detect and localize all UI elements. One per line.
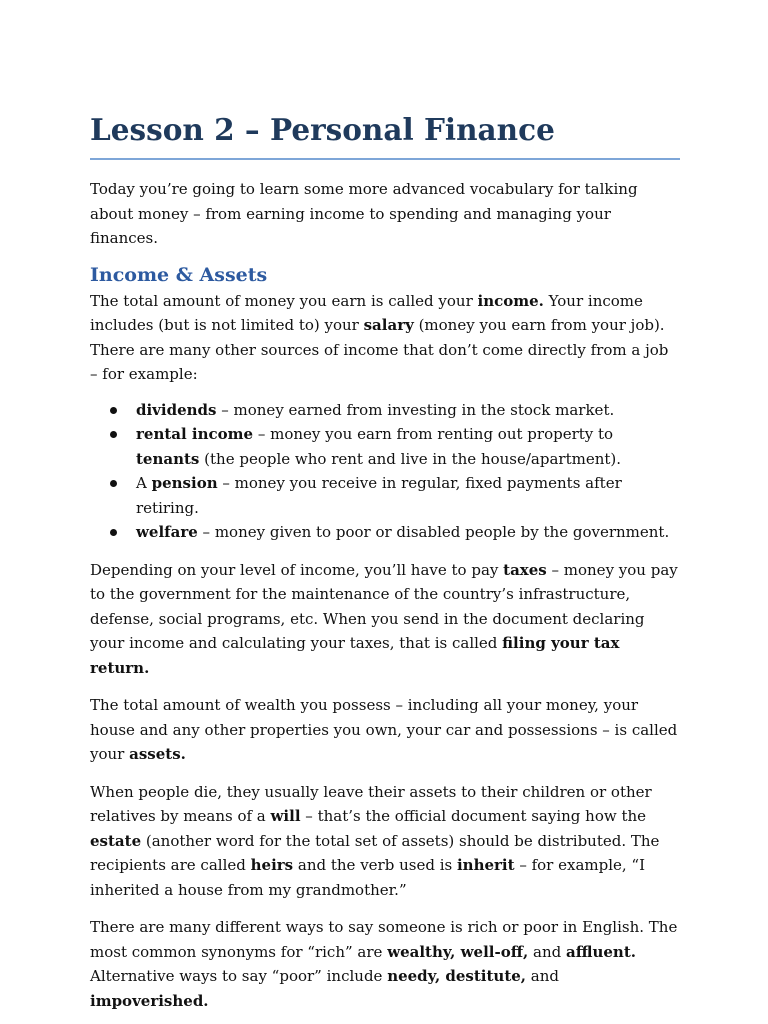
list-item — [136, 422, 680, 471]
text-run: and — [528, 942, 566, 961]
term-taxes: taxes — [503, 560, 547, 579]
term-inherit: inherit — [456, 856, 515, 874]
text-run: – for example, “I inherited a house from my grandmother.” — [90, 856, 646, 899]
page-title: Lesson 2 – Personal Finance — [90, 112, 555, 147]
title-underline — [90, 158, 680, 160]
text-run: A — [136, 474, 152, 492]
term-salary: salary — [363, 316, 414, 334]
text-run: – that’s the official document saying how the — [300, 807, 647, 825]
text-run: Depending on your level of income, you’ll have to pay — [90, 560, 504, 579]
term-welfare: welfare — [136, 523, 198, 541]
text-run: When people die, they usually leave their assets to their children or other relatives by means of a — [90, 782, 652, 825]
text-run: – money earned from investing in the stock market. — [216, 400, 615, 419]
intro-paragraph: Today you’re going to learn some more advanced vocabulary for talking about money – from earning income to spending and managing your finances. — [90, 180, 638, 247]
bullet-icon — [110, 407, 117, 414]
text-run: – money you receive in regular, fixed payments after retiring. — [136, 474, 622, 517]
term-filing-tax-return: filing your tax return. — [90, 634, 620, 677]
term-tenants: tenants — [136, 449, 200, 468]
bullet-icon — [110, 431, 117, 438]
term-estate: estate — [90, 831, 142, 850]
text-run: – money you pay to the government for the maintenance of the country’s infrastructure, defense, social programs, etc. When you send in the document declaring your income and calculating your taxes, that is called — [90, 560, 678, 652]
term-dividends: dividends — [136, 400, 217, 419]
assets-paragraph — [90, 693, 680, 767]
text-run: – money given to poor or disabled people by the government. — [197, 523, 670, 541]
income-paragraph — [90, 289, 680, 387]
text-run: There are many different ways to say someone is rich or poor in English. The most common synonyms for “rich” are — [90, 918, 678, 961]
list-item — [136, 520, 680, 545]
term-needy: needy, destitute, — [387, 967, 527, 985]
text-run: Alternative ways to say “poor” include — [90, 967, 388, 985]
text-run: and — [526, 967, 560, 985]
text-run: Your income includes (but is not limited to) your — [90, 291, 643, 334]
bullet-icon — [110, 529, 117, 536]
document-page — [90, 108, 680, 1013]
text-run: – money you earn from renting out property to — [253, 425, 614, 443]
taxes-paragraph — [90, 558, 680, 681]
list-item — [136, 398, 680, 423]
term-wealthy: wealthy, well-off, — [387, 942, 529, 961]
term-income: income. — [477, 291, 544, 310]
synonyms-paragraph — [90, 915, 680, 1013]
term-heirs: heirs — [250, 856, 294, 874]
text-run: (money you earn from your job). There are many other sources of income that don’t come directly from a job – for example: — [90, 316, 669, 383]
text-run: (another word for the total set of assets) should be distributed. The recipients are called — [90, 831, 660, 874]
term-rental-income: rental income — [136, 425, 254, 443]
term-impoverished: impoverished. — [90, 991, 209, 1010]
list-item — [136, 471, 680, 520]
text-run: The total amount of money you earn is called your — [90, 291, 478, 310]
term-affluent: affluent. — [566, 942, 636, 961]
term-pension: pension — [151, 474, 218, 492]
term-assets: assets. — [129, 745, 186, 763]
bullet-icon — [110, 480, 117, 487]
term-will: will — [270, 807, 301, 825]
text-run: The total amount of wealth you possess – including all your money, your house and any other properties you own, your car and possessions – is called your — [90, 696, 678, 763]
income-sources-list — [90, 398, 680, 545]
text-run: and the verb used is — [293, 856, 457, 874]
inheritance-paragraph — [90, 780, 680, 903]
section-heading: Income & Assets — [90, 263, 268, 286]
text-run: (the people who rent and live in the house/apartment). — [199, 449, 622, 468]
